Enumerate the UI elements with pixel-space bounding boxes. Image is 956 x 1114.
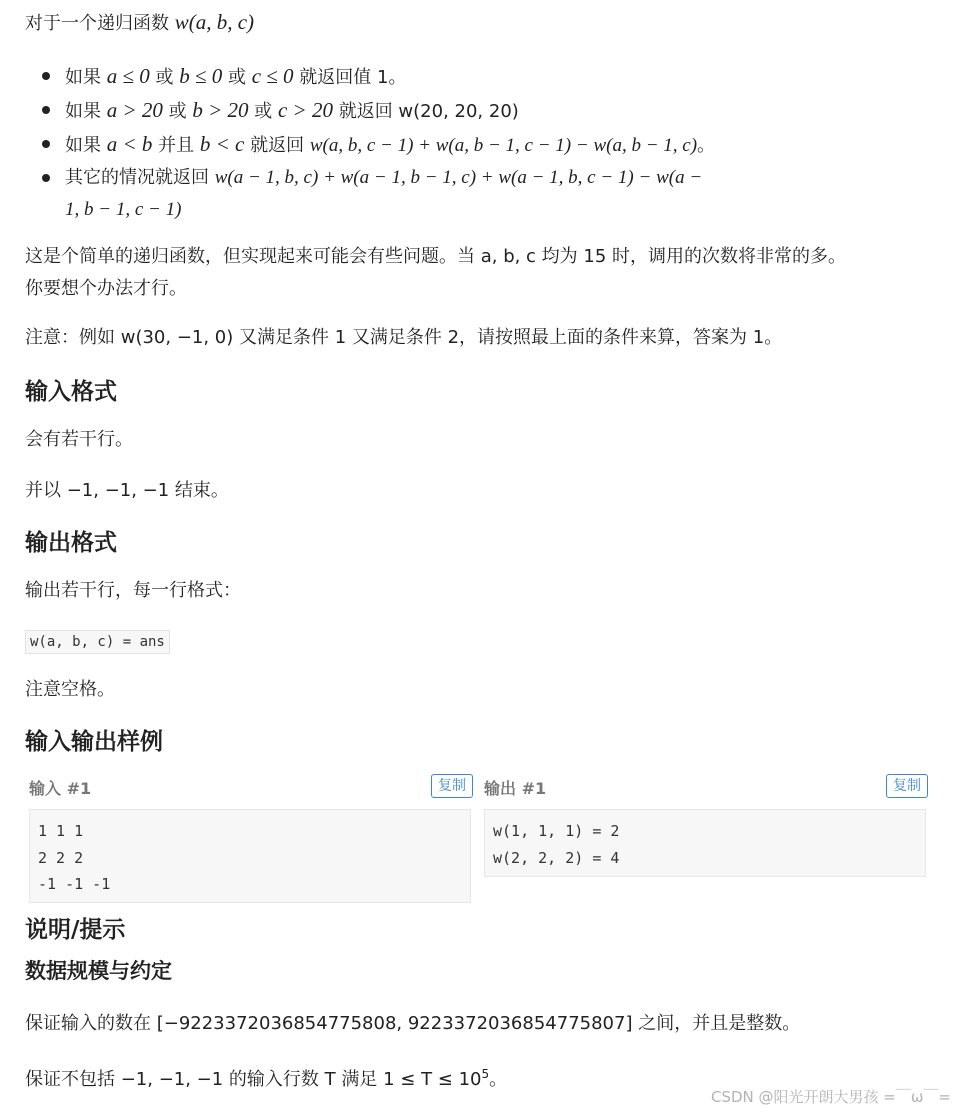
sample-output-box: w(1, 1, 1) = 2 w(2, 2, 2) = 4 [484,809,926,877]
paragraph-note: 注意：例如 w(30, −1, 0) 又满足条件 1 又满足条件 2，请按照最上面的条件来算，答案为 1。 [25,327,783,348]
input-line-2: 并以 −1, −1, −1 结束。 [25,480,229,501]
rule-item: 如果 a ≤ 0 或 b ≤ 0 或 c ≤ 0 就返回值 1。 [25,60,935,94]
samples-heading: 输入输出样例 [25,729,163,755]
rule-item: 其它的情况就返回 w(a − 1, b, c) + w(a − 1, b − 1, c) + w(a − 1, b, c − 1) − w(a − 1, b − 1, c − 1) [25,162,935,226]
sample-input [25,774,471,904]
range-heading: 数据规模与约定 [25,959,172,983]
intro-math: w(a, b, c) [174,10,255,34]
paragraph-explanation: 这是个简单的递归函数，但实现起来可能会有些问题。当 a, b, c 均为 15 时，调用的次数将非常的多。 你要想个办法才行。 [25,246,847,299]
output-format-code: w(a, b, c) = ans [25,630,170,654]
input-format-heading: 输入格式 [25,379,117,405]
rules-list [25,60,935,226]
output-format-heading: 输出格式 [25,530,117,556]
intro-text: 对于一个递归函数 [25,13,169,34]
range-line-2: 保证不包括 −1, −1, −1 的输入行数 T 满足 $1 \le T \le 10^5$。 [25,1067,508,1090]
output-line-1: 输出若干行，每一行格式： [25,580,241,601]
input-line-1: 会有若干行。 [25,429,133,450]
csdn-watermark: CSDN @阳光开朗大男孩 =￣ω￣= [710,1088,951,1106]
sample-output-title: 输出 #1 [484,779,547,798]
copy-output-button[interactable]: 复制 [886,774,928,798]
output-line-2: 注意空格。 [25,679,115,700]
sample-input-box: 1 1 1 2 2 2 -1 -1 -1 [29,809,471,903]
rule-item: 如果 a > 20 或 b > 20 或 c > 20 就返回 w(20, 20, 20) [25,94,935,128]
hint-heading: 说明/提示 [25,917,126,943]
sample-input-title: 输入 #1 [29,779,92,798]
copy-input-button[interactable]: 复制 [431,774,473,798]
rule-item: 如果 a < b 并且 b < c 就返回 w(a, b, c − 1) + w(a, b − 1, c − 1) − w(a, b − 1, c)。 [25,128,935,162]
intro-line [25,6,254,40]
sample-output [480,774,926,874]
range-line-1: 保证输入的数在 [−9223372036854775808, 9223372036854775807] 之间，并且是整数。 [25,1013,801,1034]
